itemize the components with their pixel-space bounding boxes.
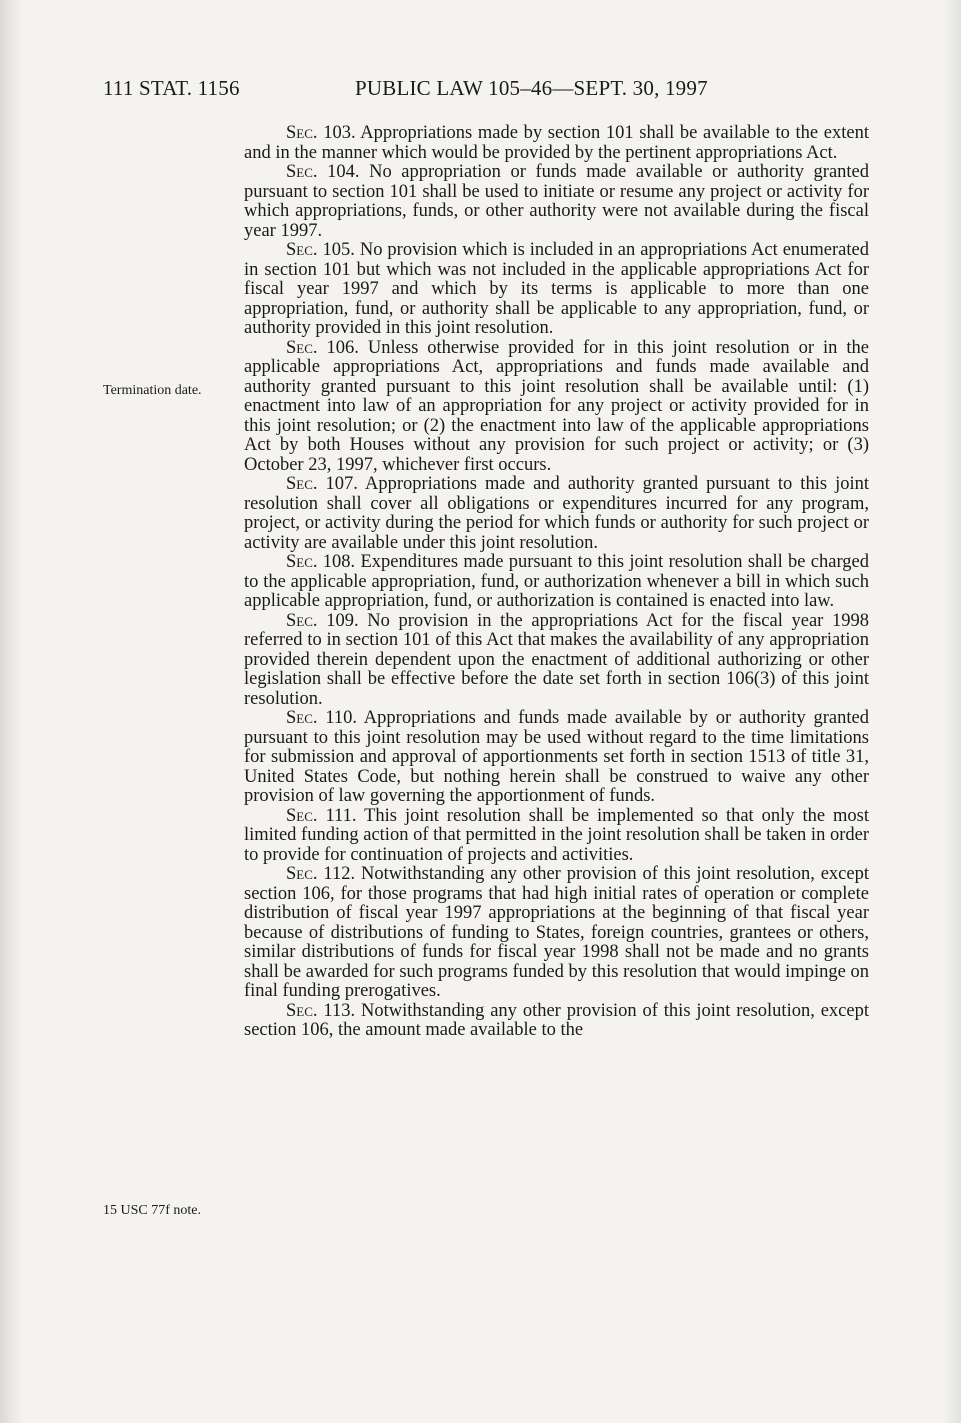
section-112 — [244, 865, 869, 1002]
section-text: Appropriations made by section 101 shall be available to the extent and in the manner which would be provided by the pertinent appropriations Act. — [244, 123, 869, 163]
section-107 — [244, 475, 869, 553]
section-109 — [244, 612, 869, 710]
section-label: Sec. 106. — [286, 337, 359, 358]
scan-edge-left — [0, 0, 22, 1423]
section-text: Appropriations made and authority granted pursuant to this joint resolution shall cover all obligations or expenditures incurred for any program, project, or activity during the period for which funds or authority for such project or activity are available under this joint resolution. — [244, 474, 869, 553]
section-text: No provision which is included in an appropriations Act enumerated in section 101 but which was not included in the applicable appropriations Act for fiscal year 1997 and which by its terms is applicable to more than one appropriation, fund, or authority shall be applicable to any appropriation, fund, or authority provided in this joint resolution. — [244, 240, 869, 338]
statute-citation: 111 STAT. 1156 — [103, 76, 240, 100]
section-label: Sec. 108. — [286, 552, 356, 572]
public-law-title: PUBLIC LAW 105–46—SEPT. 30, 1997 — [355, 76, 708, 100]
section-text: Notwithstanding any other provision of this joint resolution, except section 106, the amount made available to the — [244, 1000, 869, 1040]
margin-note-usc: 15 USC 77f note. — [103, 1203, 201, 1218]
section-text: No appropriation or funds made available or authority granted pursuant to section 101 shall be used to initiate or resume any project or activity for which appropriations, funds, or other authority were not available during the fiscal year 1997. — [244, 162, 870, 241]
section-label: Sec. 113. — [286, 1000, 356, 1021]
section-text: No provision in the appropriations Act for the fiscal year 1998 referred to in section 101 of this Act that makes the availability of any appropriation provided therein dependent upon the enactment of additional authorizing or other legislation shall be effective before the date set forth in section 106(3) of this joint resolution. — [244, 610, 870, 709]
section-label: Sec. 111. — [286, 805, 357, 826]
section-text: Notwithstanding any other provision of this joint resolution, except section 106, for those programs that had high initial rates of operation or complete distribution of fiscal year 1997 appropriations at the beginning of that fiscal year because of distributions of funding to States, foreign countries, grantees or others, similar distributions of funds for fiscal year 1998 shall not be made and no grants shall be awarded for such programs funded by this resolution that would impinge on final funding prerogatives. — [244, 864, 869, 1001]
margin-note-termination: Termination date. — [103, 383, 202, 398]
section-111 — [244, 807, 869, 866]
section-label: Sec. 112. — [286, 864, 356, 884]
section-label: Sec. 107. — [286, 474, 358, 494]
section-113 — [244, 1002, 869, 1041]
scan-edge-right — [943, 0, 961, 1423]
section-text: Unless otherwise provided for in this joint resolution or in the applicable appropriations Act, appropriations and funds made available and authority granted pursuant to this joint resolution shall be available until: (1) enactment into law of an appropriation for any project or activity provided for in this joint resolution; or (2) the enactment into law of the applicable appropriations Act by both Houses without any provision for such project or activity; or (3) October 23, 1997, whichever first occurs. — [244, 337, 870, 475]
section-label: Sec. 104. — [286, 162, 360, 182]
section-label: Sec. 105. — [286, 240, 355, 260]
section-106 — [244, 339, 869, 476]
section-110 — [244, 709, 869, 807]
body-text — [244, 124, 869, 1041]
section-text: Expenditures made pursuant to this joint resolution shall be charged to the applicable appropriation, fund, or authorization whenever a bill in which such applicable appropriation, fund, or authorization is contained is enacted into law. — [244, 552, 870, 611]
section-103 — [244, 124, 869, 163]
section-105 — [244, 241, 869, 339]
section-label: Sec. 110. — [286, 708, 358, 728]
section-label: Sec. 109. — [286, 610, 359, 631]
section-text: This joint resolution shall be implemented so that only the most limited funding action of that permitted in the joint resolution shall be taken in order to provide for continuation of projects and activities. — [244, 805, 870, 865]
section-108 — [244, 553, 869, 612]
section-104 — [244, 163, 869, 241]
section-text: Appropriations and funds made available by or authority granted pursuant to this joint resolution may be used without regard to the time limitations for submission and approval of apportionments set forth in section 1513 of title 31, United States Code, but nothing herein shall be construed to waive any other provision of law governing the apportionment of funds. — [244, 708, 869, 806]
section-label: Sec. 103. — [286, 123, 356, 143]
